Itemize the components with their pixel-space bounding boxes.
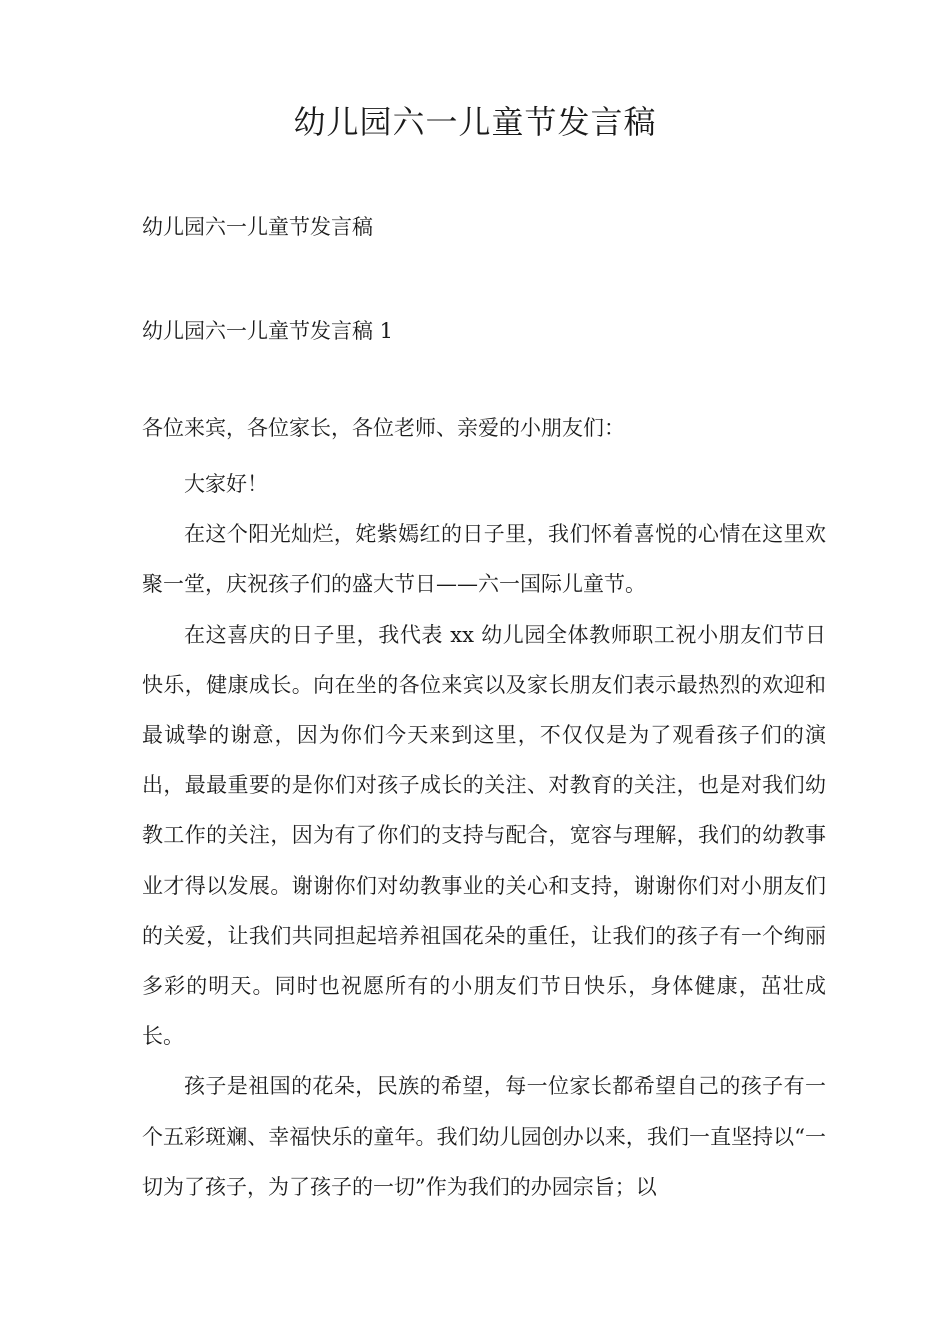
document-title: 幼儿园六一儿童节发言稿 (293, 103, 657, 141)
paragraph-greeting: 大家好！ (184, 472, 268, 496)
paragraph-thanks: 在这喜庆的日子里，我代表 xx 幼儿园全体教师职工祝小朋友们节日快乐，健康成长。向在坐的各位来宾以及家长朋友们表示最热烈的欢迎和最诚挚的谢意，因为你们今天来到这里，不仅仅是为了观看孩子们的演出，最最重要的是你们对孩子成长的关注、对教育的关注，也是对我们幼教工作的关注，因为有了你们的支持与配合，宽容与理解，我们的幼教事业才得以发展。谢谢你们对幼教事业的关心和支持，谢谢你们对小朋友们的关爱，让我们共同担起培养祖国花朵的重任，让我们的孩子有一个绚丽多彩的明天。同时也祝愿所有的小朋友们节日快乐，身体健康，茁壮成长。 (142, 622, 826, 1049)
paragraph-mission: 孩子是祖国的花朵，民族的希望，每一位家长都希望自己的孩子有一个五彩斑斓、幸福快乐的童年。我们幼儿园创办以来，我们一直坚持以“一切为了孩子，为了孩子的一切”作为我们的办园宗旨；以 (142, 1074, 826, 1199)
document-subtitle: 幼儿园六一儿童节发言稿 (142, 215, 373, 239)
paragraph-opening: 在这个阳光灿烂，姹紫嫣红的日子里，我们怀着喜悦的心情在这里欢聚一堂，庆祝孩子们的盛大节日——六一国际儿童节。 (142, 522, 826, 597)
section-heading: 幼儿园六一儿童节发言稿 1 (142, 319, 394, 343)
salutation: 各位来宾，各位家长，各位老师、亲爱的小朋友们： (142, 416, 625, 440)
speech-body (142, 459, 826, 1212)
